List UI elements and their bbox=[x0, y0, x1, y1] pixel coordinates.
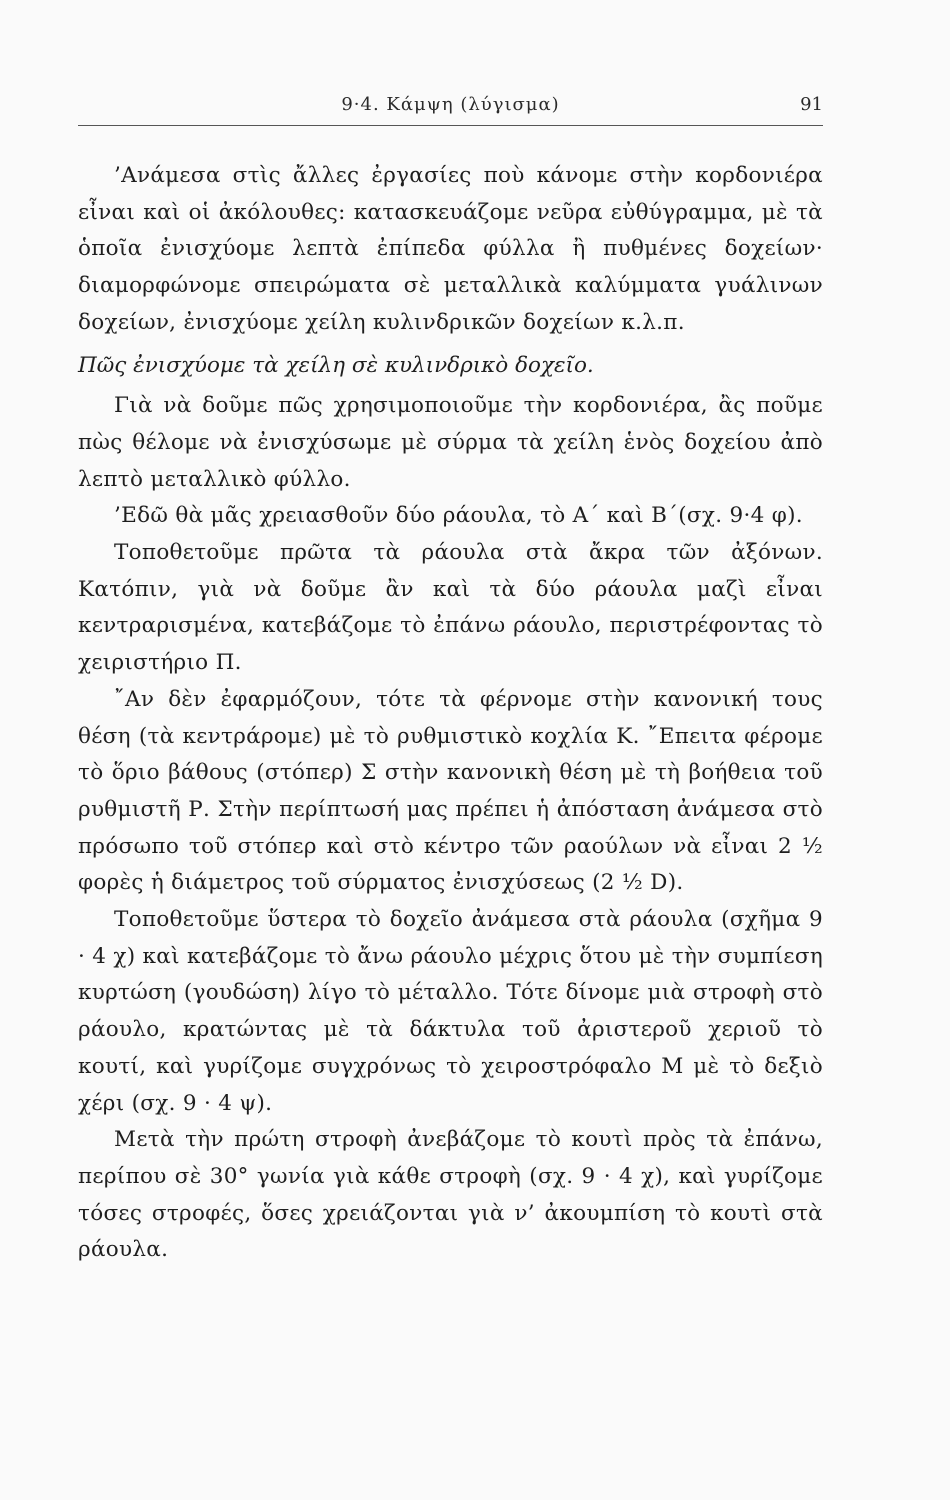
paragraph-intro: ’Ανάμεσα στὶς ἄλλες ἐργασίες ποὺ κάνομε στὴν κορδονιέρα εἶναι καὶ οἱ ἀκόλουθες: κατασκευάζομε νεῦρα εὐθύγραμμα, μὲ τὰ ὁποῖα ἐνισχύομε λεπτὰ ἐπίπεδα φύλλα ἢ πυθμένες δοχείων· διαμορφώνομε σπειρώματα σὲ μεταλλικὰ καλύμματα γυάλινων δοχείων, ἐνισχύομε χείλη κυλινδρικῶν δοχείων κ.λ.π. bbox=[78, 163, 823, 335]
paragraph: ’Εδῶ θὰ μᾶς χρειασθοῦν δύο ράουλα, τὸ Α΄ καὶ Β΄(σχ. 9·4 φ). bbox=[114, 503, 803, 529]
running-header bbox=[78, 94, 823, 126]
section-title: 9·4. Κάμψη (λύγισμα) bbox=[341, 94, 560, 115]
page-number: 91 bbox=[800, 94, 823, 115]
body-text bbox=[78, 158, 823, 1269]
paragraph: ῎Αν δὲν ἐφαρμόζουν, τότε τὰ φέρνομε στὴν κανονική τους θέση (τὰ κεντράρομε) μὲ τὸ ρυθμιστικὸ κοχλία Κ. ῎Επειτα φέρομε τὸ ὅριο βάθους (στόπερ) Σ στὴν κανονικὴ θέση μὲ τὴ βοήθεια τοῦ ρυθμιστῆ Ρ. Στὴν περίπτωσή μας πρέπει ἡ ἀπόσταση ἀνάμεσα στὸ πρόσωπο τοῦ στόπερ καὶ στὸ κέντρο τῶν ραούλων νὰ εἶναι 2 ½ φορὲς ἡ διάμετρος τοῦ σύρματος ἐνισχύσεως (2 ½ D). bbox=[78, 686, 823, 896]
paragraph: Τοποθετοῦμε ὕστερα τὸ δοχεῖο ἀνάμεσα στὰ ράουλα (σχῆμα 9 · 4 χ) καὶ κατεβάζομε τὸ ἄνω ράουλο μέχρις ὅτου μὲ τὴν συμπίεση κυρτώση (γουδώση) λίγο τὸ μέταλλο. Τότε δίνομε μιὰ στροφὴ στὸ ράουλο, κρατώντας μὲ τὰ δάκτυλα τοῦ ἀριστεροῦ χεριοῦ τὸ κουτί, καὶ γυρίζομε συγχρόνως τὸ χειροστρόφαλο Μ μὲ τὸ δεξιὸ χέρι (σχ. 9 · 4 ψ). bbox=[78, 907, 824, 1116]
subheading: Πῶς ἐνισχύομε τὰ χείλη σὲ κυλινδρικὸ δοχεῖο. bbox=[78, 352, 594, 378]
paragraph: Γιὰ νὰ δοῦμε πῶς χρησιμοποιοῦμε τὴν κορδονιέρα, ἂς ποῦμε πὼς θέλομε νὰ ἐνισχύσωμε μὲ σύρμα τὰ χείλη ἑνὸς δοχείου ἀπὸ λεπτὸ μεταλλικὸ φύλλο. bbox=[78, 393, 823, 492]
header-rule bbox=[78, 125, 823, 126]
paragraph: Μετὰ τὴν πρώτη στροφὴ ἀνεβάζομε τὸ κουτὶ πρὸς τὰ ἐπάνω, περίπου σὲ 30° γωνία γιὰ κάθε στροφὴ (σχ. 9 · 4 χ), καὶ γυρίζομε τόσες στροφές, ὅσες χρειάζονται γιὰ ν’ ἀκουμπίση τὸ κουτὶ στὰ ράουλα. bbox=[78, 1127, 823, 1263]
paragraph: Τοποθετοῦμε πρῶτα τὰ ράουλα στὰ ἄκρα τῶν ἀξόνων. Κατόπιν, γιὰ νὰ δοῦμε ἂν καὶ τὰ δύο ράουλα μαζὶ εἶναι κεντραρισμένα, κατεβάζομε τὸ ἐπάνω ράουλο, περιστρέφοντας τὸ χειριστήριο Π. bbox=[78, 540, 823, 676]
